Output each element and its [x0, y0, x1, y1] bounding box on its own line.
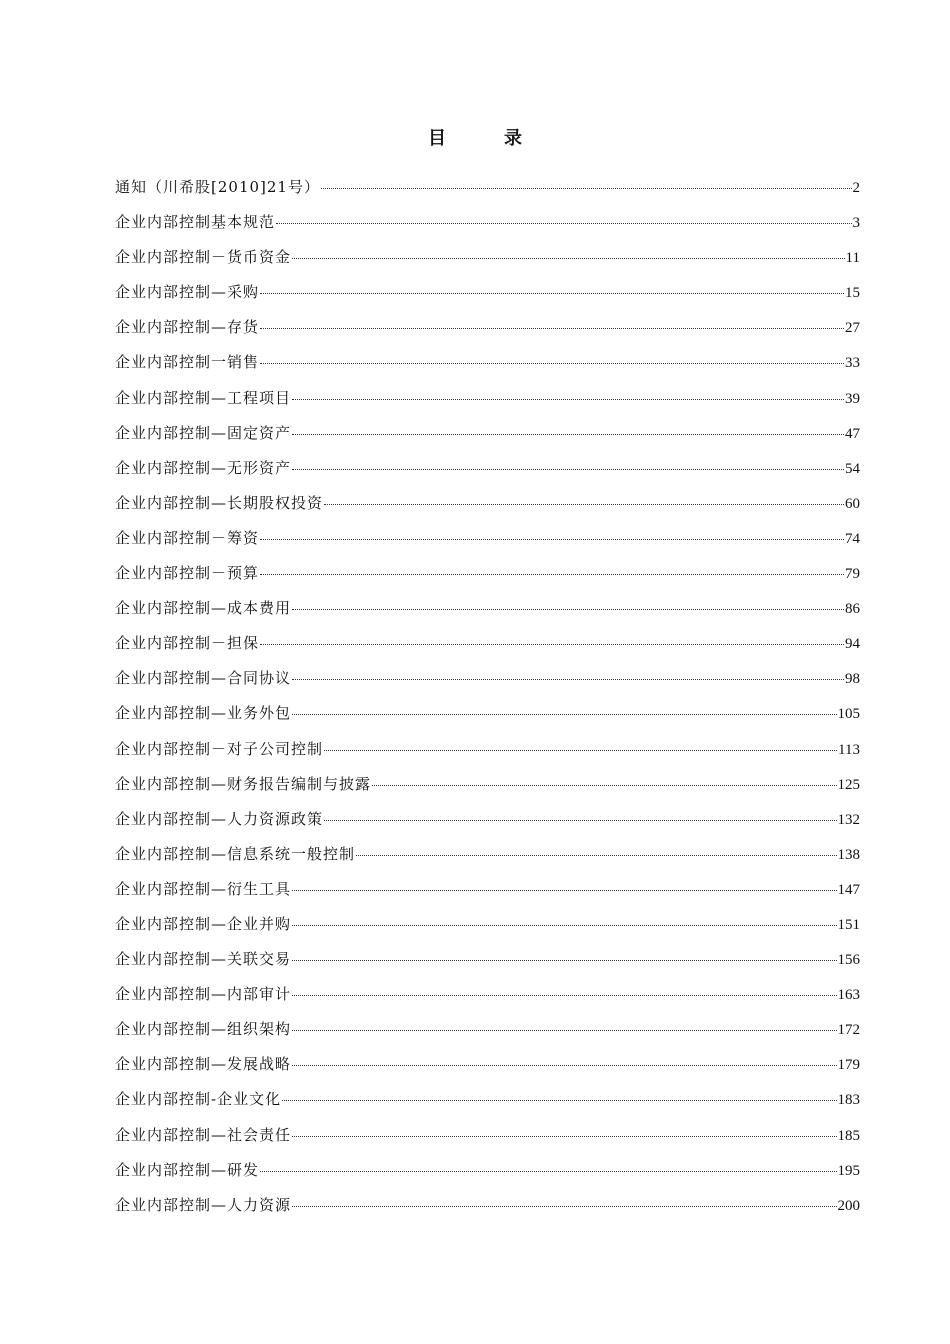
- toc-entry[interactable]: [115, 802, 860, 837]
- toc-entry-page-number: 138: [837, 846, 860, 863]
- toc-entry-page-number: 105: [837, 706, 860, 723]
- toc-entry[interactable]: [115, 661, 860, 696]
- toc-entry-title: 企业内部控制－筹资: [115, 528, 260, 547]
- toc-entry-title: 企业内部控制基本规范: [115, 213, 276, 232]
- toc-entry[interactable]: [115, 977, 860, 1012]
- toc-entry[interactable]: [115, 416, 860, 451]
- toc-entry[interactable]: [115, 451, 860, 486]
- toc-entry-title: 企业内部控制－担保: [115, 634, 260, 653]
- toc-entry[interactable]: [115, 170, 860, 205]
- toc-entry-title: 企业内部控制—研发: [115, 1160, 260, 1179]
- dot-leader: [276, 208, 851, 224]
- dot-leader: [292, 384, 844, 400]
- dot-leader: [260, 524, 844, 540]
- dot-leader: [372, 770, 836, 786]
- toc-entry-title: 企业内部控制—固定资产: [115, 423, 292, 442]
- dot-leader: [292, 454, 844, 470]
- dot-leader: [292, 243, 845, 259]
- toc-entry-title: 企业内部控制—成本费用: [115, 599, 292, 618]
- toc-entry-page-number: 39: [845, 390, 860, 407]
- toc-entry-page-number: 151: [837, 916, 860, 933]
- dot-leader: [321, 173, 852, 189]
- toc-entry-page-number: 147: [837, 881, 860, 898]
- toc-entry-title: 企业内部控制—长期股权投资: [115, 493, 324, 512]
- toc-entry-page-number: 79: [845, 566, 860, 583]
- toc-entry[interactable]: [115, 1047, 860, 1082]
- toc-entry-title: 企业内部控制—人力资源政策: [115, 809, 324, 828]
- toc-entry-title: 企业内部控制—采购: [115, 283, 260, 302]
- dot-leader: [324, 489, 844, 505]
- dot-leader: [292, 1121, 836, 1137]
- toc-entry-title: 企业内部控制－对子公司控制: [115, 739, 324, 758]
- toc-entry-page-number: 98: [845, 671, 860, 688]
- toc-entry-page-number: 113: [838, 741, 860, 758]
- toc-entry-page-number: 185: [837, 1127, 860, 1144]
- toc-entry-page-number: 86: [845, 601, 860, 618]
- toc-entry-page-number: 74: [845, 530, 860, 547]
- toc-entry[interactable]: [115, 521, 860, 556]
- toc-entry-page-number: 163: [837, 987, 860, 1004]
- dot-leader: [292, 1050, 836, 1066]
- dot-leader: [260, 278, 844, 294]
- toc-entry-title: 企业内部控制—工程项目: [115, 388, 292, 407]
- toc-entry-page-number: 156: [837, 952, 860, 969]
- dot-leader: [324, 805, 836, 821]
- dot-leader: [260, 629, 844, 645]
- toc-entry[interactable]: [115, 1082, 860, 1117]
- toc-entry-page-number: 47: [845, 425, 860, 442]
- toc-entry[interactable]: [115, 275, 860, 310]
- dot-leader: [260, 313, 844, 329]
- toc-entry[interactable]: [115, 381, 860, 416]
- dot-leader: [282, 1085, 836, 1101]
- toc-entry[interactable]: [115, 591, 860, 626]
- toc-entry-title: 企业内部控制—人力资源: [115, 1195, 292, 1214]
- toc-entry-page-number: 54: [845, 460, 860, 477]
- dot-leader: [324, 735, 837, 751]
- toc-entry-page-number: 195: [837, 1162, 860, 1179]
- toc-entry-page-number: 33: [845, 355, 860, 372]
- dot-leader: [292, 910, 836, 926]
- toc-entry-title: 企业内部控制一销售: [115, 353, 260, 372]
- toc-entry[interactable]: [115, 345, 860, 380]
- dot-leader: [292, 419, 844, 435]
- dot-leader: [292, 980, 836, 996]
- dot-leader: [292, 1015, 836, 1031]
- toc-entry-page-number: 15: [845, 285, 860, 302]
- toc-list: [115, 170, 860, 1223]
- toc-entry-title: 通知（川希股[2010]21号）: [115, 178, 320, 196]
- toc-entry-title: 企业内部控制—信息系统一般控制: [115, 844, 356, 863]
- toc-entry-title: 企业内部控制—衍生工具: [115, 879, 292, 898]
- dot-leader: [292, 699, 836, 715]
- toc-entry[interactable]: [115, 872, 860, 907]
- toc-entry-page-number: 94: [845, 636, 860, 653]
- toc-entry-title: 企业内部控制—社会责任: [115, 1125, 292, 1144]
- toc-entry-page-number: 179: [837, 1057, 860, 1074]
- toc-entry-title: 企业内部控制—无形资产: [115, 458, 292, 477]
- toc-entry[interactable]: [115, 907, 860, 942]
- toc-entry-title: 企业内部控制—企业并购: [115, 914, 292, 933]
- toc-entry-page-number: 183: [837, 1092, 860, 1109]
- toc-entry[interactable]: [115, 1012, 860, 1047]
- toc-entry-page-number: 132: [837, 811, 860, 828]
- toc-entry-page-number: 11: [845, 250, 860, 267]
- toc-entry-page-number: 172: [837, 1022, 860, 1039]
- toc-entry-title: 企业内部控制－货币资金: [115, 248, 292, 267]
- dot-leader: [292, 594, 844, 610]
- toc-entry-title: 企业内部控制—财务报告编制与披露: [115, 774, 372, 793]
- toc-entry[interactable]: [115, 1118, 860, 1153]
- toc-entry[interactable]: [115, 1188, 860, 1223]
- dot-leader: [260, 1156, 836, 1172]
- toc-entry[interactable]: [115, 1153, 860, 1188]
- toc-entry[interactable]: [115, 837, 860, 872]
- toc-entry-title: 企业内部控制—合同协议: [115, 669, 292, 688]
- toc-entry[interactable]: [115, 767, 860, 802]
- toc-entry-page-number: 200: [837, 1197, 860, 1214]
- toc-entry[interactable]: [115, 240, 860, 275]
- dot-leader: [292, 664, 844, 680]
- toc-entry[interactable]: [115, 310, 860, 345]
- toc-entry-title: 企业内部控制－预算: [115, 564, 260, 583]
- toc-entry-title: 企业内部控制—组织架构: [115, 1020, 292, 1039]
- toc-entry[interactable]: [115, 732, 860, 767]
- toc-entry-title: 企业内部控制—业务外包: [115, 704, 292, 723]
- dot-leader: [292, 945, 836, 961]
- dot-leader: [260, 348, 844, 364]
- toc-entry[interactable]: [115, 486, 860, 521]
- toc-entry-title: 企业内部控制—内部审计: [115, 985, 292, 1004]
- toc-entry-title: 企业内部控制—关联交易: [115, 950, 292, 969]
- toc-entry-title: 企业内部控制—发展战略: [115, 1055, 292, 1074]
- dot-leader: [292, 1191, 836, 1207]
- toc-entry[interactable]: [115, 556, 860, 591]
- toc-entry-page-number: 2: [852, 180, 860, 196]
- dot-leader: [356, 840, 836, 856]
- toc-entry[interactable]: [115, 626, 860, 661]
- toc-entry-title: 企业内部控制—存货: [115, 318, 260, 337]
- toc-entry-page-number: 27: [845, 320, 860, 337]
- toc-entry-page-number: 60: [845, 495, 860, 512]
- toc-entry-title: 企业内部控制-企业文化: [115, 1090, 282, 1109]
- dot-leader: [260, 559, 844, 575]
- toc-entry-page-number: 125: [837, 776, 860, 793]
- toc-entry-page-number: 3: [852, 215, 860, 232]
- toc-entry[interactable]: [115, 205, 860, 240]
- toc-entry[interactable]: [115, 696, 860, 731]
- toc-entry[interactable]: [115, 942, 860, 977]
- toc-title: 目录: [428, 128, 580, 149]
- dot-leader: [292, 875, 836, 891]
